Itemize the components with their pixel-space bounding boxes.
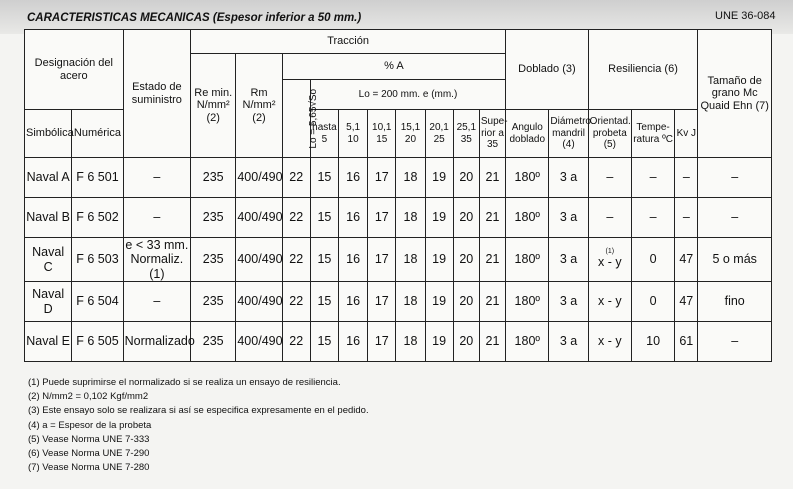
orientation-header: Orientad. probeta (5) <box>588 110 631 158</box>
elongation-cell: 17 <box>368 322 396 362</box>
orientation-text: x - y <box>598 294 622 309</box>
elongation-cell: 16 <box>339 198 368 238</box>
bend-header: Doblado (3) <box>506 30 589 110</box>
elongation-cell: 16 <box>339 238 368 282</box>
orientation-note: (1) <box>605 248 615 256</box>
orientation-cell <box>588 158 631 198</box>
mandrel-header: Diámetro mandril (4) <box>549 110 588 158</box>
elongation-cell: 19 <box>425 282 453 322</box>
elongation-cell: 20 <box>453 322 479 362</box>
temperature-cell: – <box>631 198 674 238</box>
elongation-cell: 15 <box>310 238 338 282</box>
orientation-text: x - y <box>598 255 622 270</box>
range-header: Supe- rior a 35 <box>479 110 505 158</box>
elongation-cell: 18 <box>396 322 425 362</box>
orientation-cell <box>588 322 631 362</box>
mandrel-cell: 3 a <box>549 322 588 362</box>
symbolic-cell: Naval E <box>25 322 72 362</box>
footnotes <box>28 376 369 475</box>
supply-state-text: – <box>153 170 161 185</box>
symbolic-cell: Naval B <box>25 198 72 238</box>
elongation-cell: 21 <box>479 238 505 282</box>
symbolic-cell: Naval A <box>25 158 72 198</box>
mandrel-cell: 3 a <box>549 198 588 238</box>
elongation-cell: 16 <box>339 322 368 362</box>
elongation-cell: 21 <box>479 282 505 322</box>
re-cell: 235 <box>191 322 236 362</box>
elongation-cell: 15 <box>310 322 338 362</box>
range-header: hasta 5 <box>310 110 338 158</box>
elongation-cell: 18 <box>396 282 425 322</box>
re-header: Re min. N/mm² (2) <box>191 54 236 158</box>
range-header: 15,1 20 <box>396 110 425 158</box>
supply-state-cell <box>123 238 190 282</box>
elongation-cell: 16 <box>339 158 368 198</box>
lo565-cell: 22 <box>282 322 310 362</box>
elongation-cell: 17 <box>368 282 396 322</box>
mandrel-cell: 3 a <box>549 158 588 198</box>
rm-cell: 400/490 <box>236 158 282 198</box>
mechanical-properties-table <box>24 29 772 362</box>
grain-size-cell: – <box>698 158 772 198</box>
footnote: (5) Vease Norma UNE 7-333 <box>28 433 150 445</box>
temperature-cell: 0 <box>631 282 674 322</box>
resilience-header: Resiliencia (6) <box>588 30 698 110</box>
elongation-cell: 20 <box>453 238 479 282</box>
mandrel-cell: 3 a <box>549 238 588 282</box>
elongation-cell: 21 <box>479 158 505 198</box>
kv-cell: – <box>675 198 698 238</box>
orientation-cell <box>588 238 631 282</box>
table-row <box>25 322 772 362</box>
table-row <box>25 158 772 198</box>
supply-state-header: Estado de suministro <box>123 30 190 158</box>
elongation-cell: 15 <box>310 282 338 322</box>
angle-header: Angulo doblado <box>506 110 549 158</box>
kv-header: Kv J <box>675 110 698 158</box>
table-row <box>25 238 772 282</box>
elongation-cell: 20 <box>453 282 479 322</box>
table-row <box>25 282 772 322</box>
footnote: (2) N/mm2 = 0,102 Kgf/mm2 <box>28 391 149 403</box>
numeric-cell: F 6 501 <box>72 158 123 198</box>
grain-size-cell: – <box>698 198 772 238</box>
grain-size-header: Tamaño de grano Mc Quaid Ehn (7) <box>698 30 772 158</box>
footnote: (6) Vease Norma UNE 7-290 <box>28 448 150 460</box>
elongation-cell: 19 <box>425 322 453 362</box>
supply-state-text: Normalizado <box>124 334 195 349</box>
numeric-cell: F 6 503 <box>72 238 123 282</box>
elongation-cell: 15 <box>310 158 338 198</box>
table-row <box>25 198 772 238</box>
temperature-cell: – <box>631 158 674 198</box>
orientation-cell <box>588 198 631 238</box>
temperature-cell: 10 <box>631 322 674 362</box>
temperature-header: Tempe- ratura ºC <box>631 110 674 158</box>
supply-state-text: – <box>153 294 161 309</box>
rm-cell: 400/490 <box>236 198 282 238</box>
supply-state-text: e < 33 mm. <box>125 238 189 252</box>
lo565-cell: 22 <box>282 158 310 198</box>
elongation-cell: 20 <box>453 158 479 198</box>
grain-size-cell: fino <box>698 282 772 322</box>
range-header: 10,1 15 <box>368 110 396 158</box>
orientation-text: – <box>606 210 614 225</box>
standard-reference: UNE 36-084 <box>715 10 776 22</box>
range-header: 5,1 10 <box>339 110 368 158</box>
footnote: (7) Vease Norma UNE 7-280 <box>28 462 150 474</box>
numeric-header: Numérica <box>72 110 123 158</box>
elongation-cell: 18 <box>396 198 425 238</box>
symbolic-header: Simbólica <box>25 110 72 158</box>
orientation-text: x - y <box>598 334 622 349</box>
supply-state-text: – <box>153 210 161 225</box>
range-header: 20,1 25 <box>425 110 453 158</box>
footnote: (1) Puede suprimirse el normalizado si se realiza un ensayo de resiliencia. <box>28 377 341 388</box>
lo565-cell: 22 <box>282 198 310 238</box>
kv-cell: 47 <box>675 238 698 282</box>
orientation-text: – <box>606 170 614 185</box>
range-header: 25,1 35 <box>453 110 479 158</box>
rm-cell: 400/490 <box>236 282 282 322</box>
temperature-cell: 0 <box>631 238 674 282</box>
elongation-cell: 21 <box>479 198 505 238</box>
angle-cell: 180º <box>506 282 549 322</box>
elongation-cell: 17 <box>368 198 396 238</box>
rm-header: Rm N/mm² (2) <box>236 54 282 158</box>
elongation-cell: 19 <box>425 198 453 238</box>
supply-state-note: Normaliz. (1) <box>130 252 184 281</box>
symbolic-cell: Naval C <box>25 238 72 282</box>
re-cell: 235 <box>191 158 236 198</box>
symbolic-cell: Naval D <box>25 282 72 322</box>
angle-cell: 180º <box>506 158 549 198</box>
supply-state-cell <box>123 198 190 238</box>
numeric-cell: F 6 505 <box>72 322 123 362</box>
elongation-cell: 17 <box>368 158 396 198</box>
rm-cell: 400/490 <box>236 238 282 282</box>
elongation-cell: 19 <box>425 238 453 282</box>
traction-header: Tracción <box>191 30 506 54</box>
elongation-cell: 20 <box>453 198 479 238</box>
kv-cell: 61 <box>675 322 698 362</box>
orientation-cell <box>588 282 631 322</box>
lo565-cell: 22 <box>282 238 310 282</box>
elongation-cell: 17 <box>368 238 396 282</box>
rm-cell: 400/490 <box>236 322 282 362</box>
kv-cell: 47 <box>675 282 698 322</box>
elongation-cell: 15 <box>310 198 338 238</box>
mandrel-cell: 3 a <box>549 282 588 322</box>
elongation-cell: 16 <box>339 282 368 322</box>
lo565-cell: 22 <box>282 282 310 322</box>
grain-size-cell: 5 o más <box>698 238 772 282</box>
elongation-cell: 18 <box>396 238 425 282</box>
angle-cell: 180º <box>506 322 549 362</box>
re-cell: 235 <box>191 198 236 238</box>
grain-size-cell: – <box>698 322 772 362</box>
supply-state-cell <box>123 282 190 322</box>
elongation-cell: 21 <box>479 322 505 362</box>
re-cell: 235 <box>191 238 236 282</box>
angle-cell: 180º <box>506 238 549 282</box>
lo-fixed-header: Lo = 200 mm. e (mm.) <box>310 80 505 110</box>
lo-formula-header: Lo = 5,65√So <box>282 80 310 158</box>
footnote: (3) Este ensayo solo se realizara si así se especifica expresamente en el pedido. <box>28 405 369 417</box>
footnote: (4) a = Espesor de la probeta <box>28 419 152 431</box>
re-cell: 235 <box>191 282 236 322</box>
angle-cell: 180º <box>506 198 549 238</box>
numeric-cell: F 6 504 <box>72 282 123 322</box>
designation-header: Designación del acero <box>25 30 124 110</box>
numeric-cell: F 6 502 <box>72 198 123 238</box>
page-title: CARACTERISTICAS MECANICAS (Espesor inferior a 50 mm.) <box>27 12 362 24</box>
elongation-header: % A <box>282 54 505 80</box>
kv-cell: – <box>675 158 698 198</box>
supply-state-cell <box>123 322 195 362</box>
elongation-cell: 19 <box>425 158 453 198</box>
supply-state-cell <box>123 158 190 198</box>
elongation-cell: 18 <box>396 158 425 198</box>
